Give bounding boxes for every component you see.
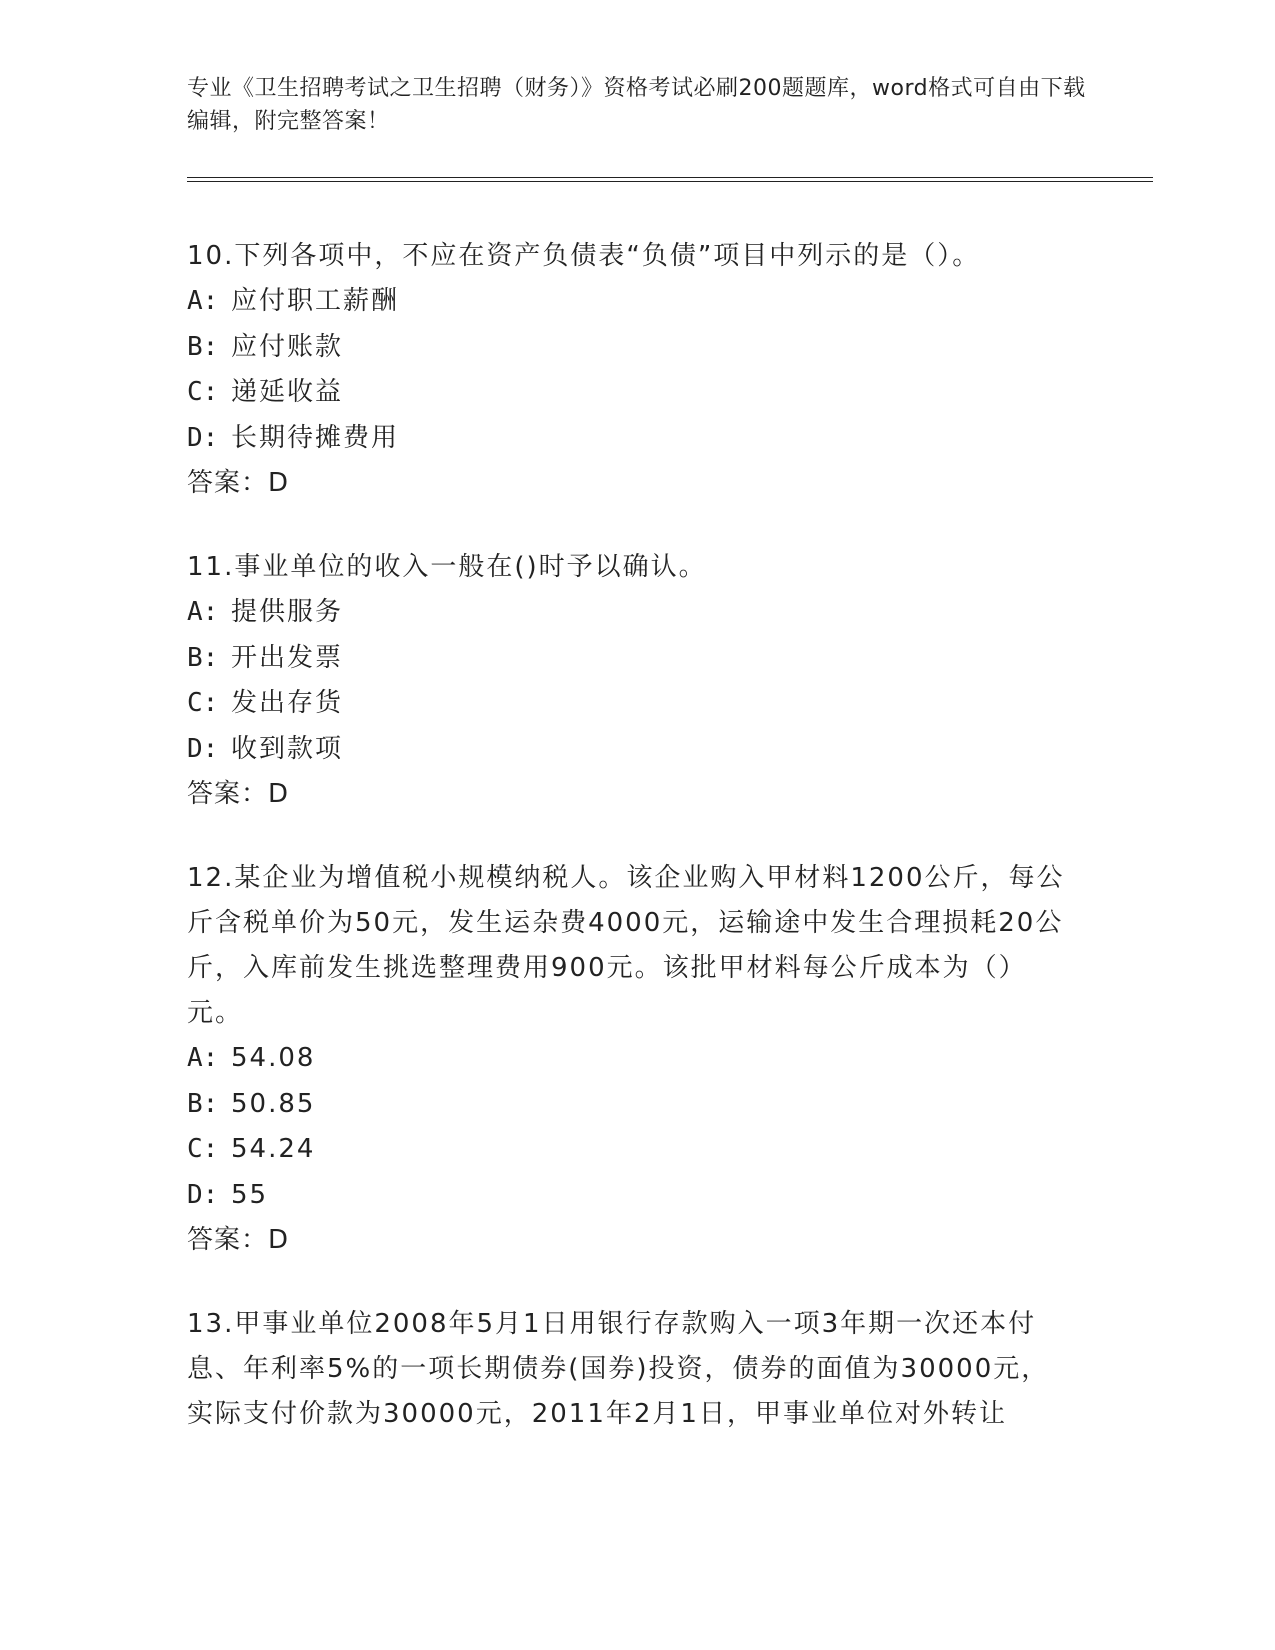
option-key: C: [187,377,219,407]
option-key: C: [187,688,219,718]
option-key: A: [187,286,219,316]
question-10 [187,234,1067,506]
option-text: 54.08 [231,1043,316,1073]
option-key: D: [187,1179,219,1210]
option-key: D: [187,422,219,453]
question-stem: 12.某企业为增值税小规模纳税人。该企业购入甲材料1200公斤，每公斤含税单价为50元，发生运杂费4000元，运输途中发生合理损耗20公斤，入库前发生挑选整理费用900元。该批甲材料每公斤成本为（）元。 [187,863,1065,1028]
option-a [187,279,1067,325]
option-c [187,1127,1067,1173]
option-text: 54.24 [231,1134,316,1164]
option-key: D: [187,733,219,764]
option-key: B: [187,642,219,673]
option-text: 应付职工薪酬 [231,286,400,316]
answer-line: 答案：D [187,1225,290,1255]
answer-line: 答案：D [187,468,290,498]
question-stem: 10.下列各项中，不应在资产负债表“负债”项目中列示的是（）。 [187,241,981,271]
option-key: A: [187,597,219,627]
option-text: 长期待摊费用 [231,422,400,453]
option-d [187,416,1067,462]
document-header: 专业《卫生招聘考试之卫生招聘（财务）》资格考试必刷200题题库，word格式可自由下载编辑，附完整答案！ [187,76,1086,134]
option-c [187,370,1067,416]
question-13 [187,1302,1067,1437]
answer-line: 答案：D [187,779,290,809]
question-list [187,234,1067,1476]
option-d [187,1173,1067,1219]
option-a [187,590,1067,636]
option-key: C: [187,1134,219,1164]
option-a [187,1036,1067,1082]
option-text: 提供服务 [231,597,344,627]
question-stem: 11.事业单位的收入一般在()时予以确认。 [187,552,707,582]
option-text: 应付账款 [231,331,344,362]
option-text: 递延收益 [231,377,344,407]
option-key: A: [187,1043,219,1073]
option-key: B: [187,1088,219,1119]
option-text: 开出发票 [231,642,344,673]
question-11 [187,545,1067,817]
option-c [187,681,1067,727]
option-b [187,1082,1067,1128]
question-12 [187,856,1067,1263]
header-divider-top [187,177,1153,178]
option-d [187,727,1067,773]
question-stem: 13.甲事业单位2008年5月1日用银行存款购入一项3年期一次还本付息、年利率5%的一项长期债券(国券)投资，债券的面值为30000元，实际支付价款为30000元，2011年2月1日，甲事业单位对外转让 [187,1309,1050,1429]
option-b [187,636,1067,682]
header-divider-bottom [187,181,1153,182]
option-text: 收到款项 [231,733,344,764]
option-text: 55 [231,1179,269,1210]
option-key: B: [187,331,219,362]
option-text: 发出存货 [231,688,344,718]
option-text: 50.85 [231,1088,316,1119]
option-b [187,325,1067,371]
